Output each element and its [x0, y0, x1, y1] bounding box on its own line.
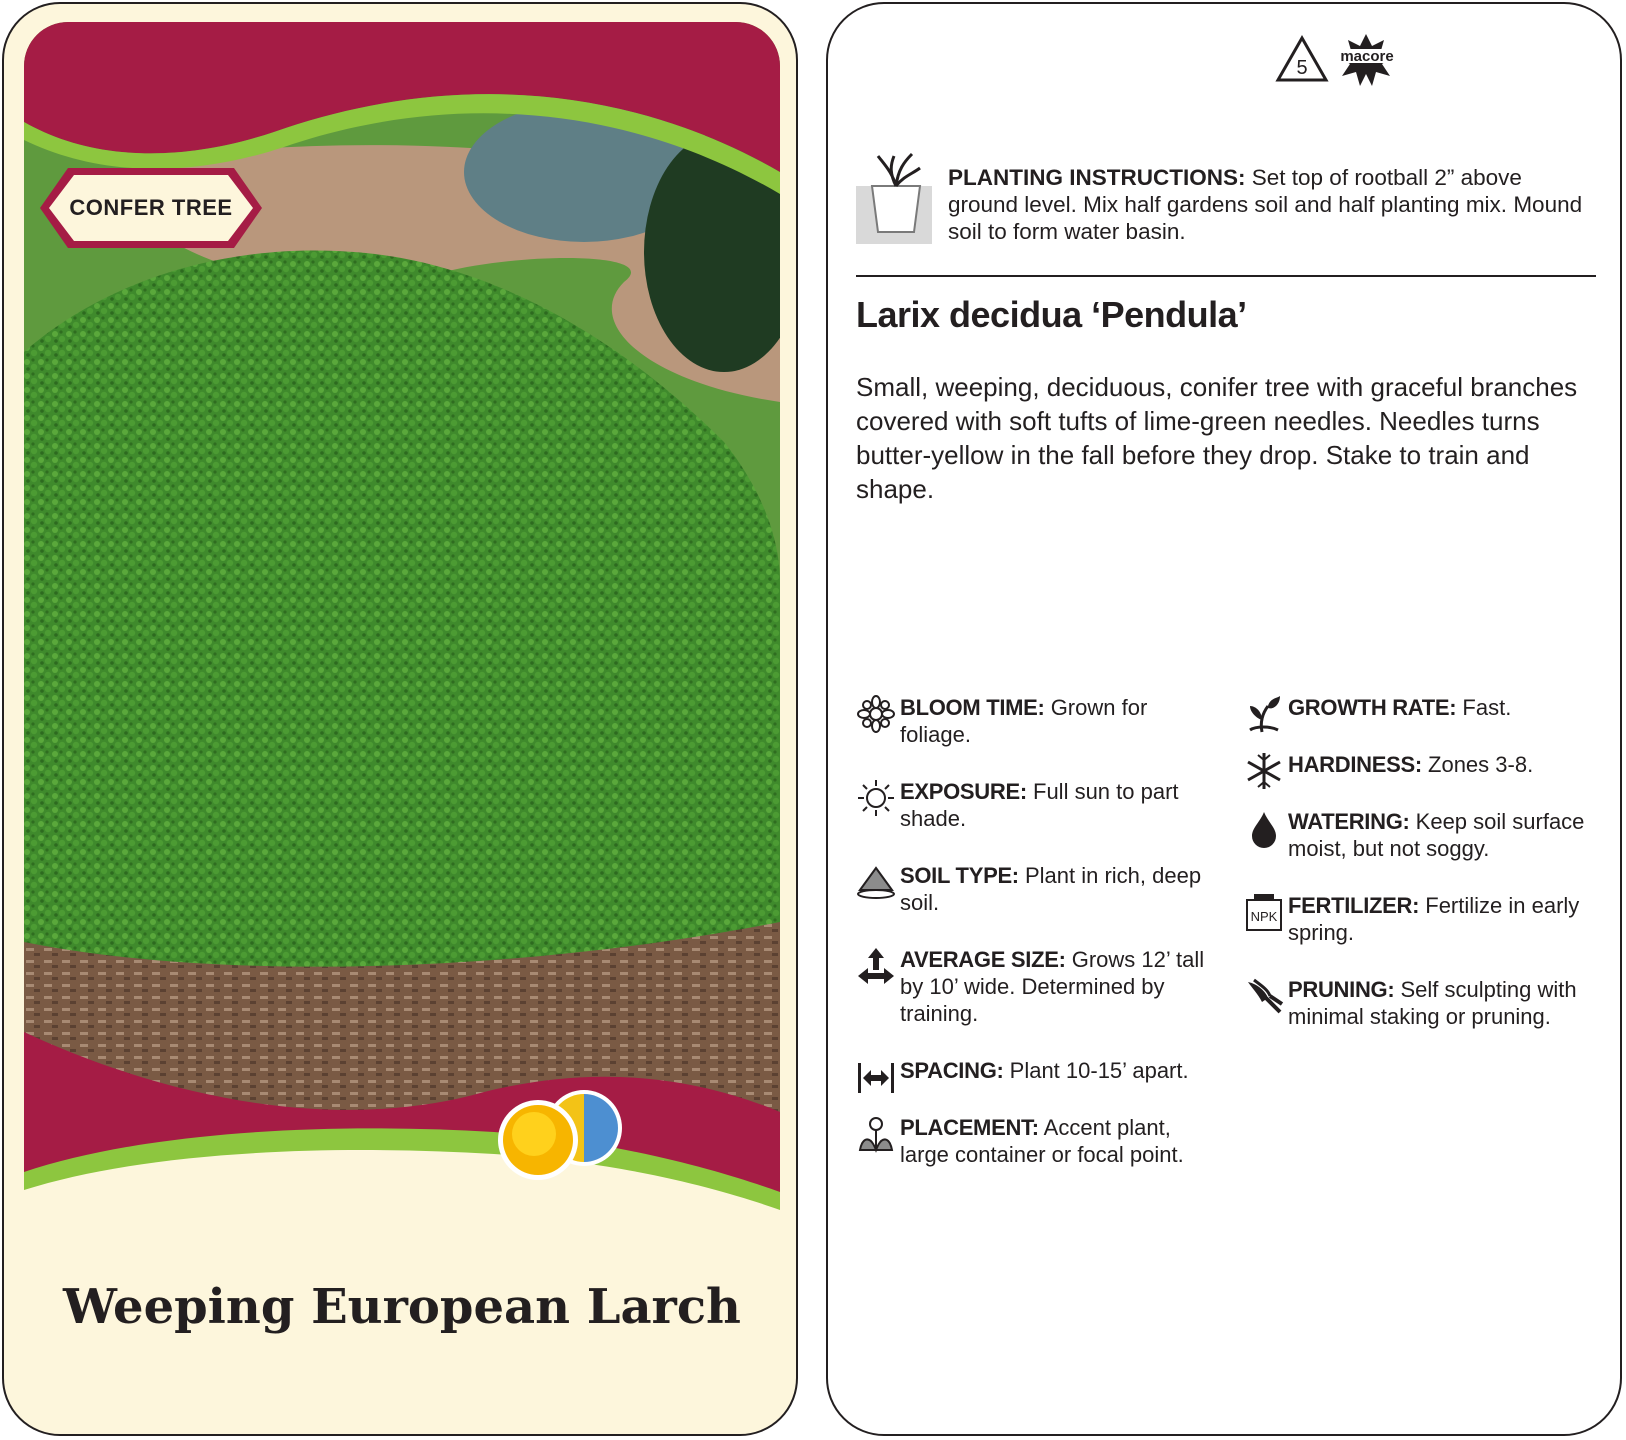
exposure-value: Full sun to part shade.: [900, 779, 1179, 831]
attribute-bloom-time: [856, 694, 1216, 748]
soil-icon: [856, 862, 896, 902]
pruning-label: PRUNING:: [1288, 977, 1395, 1002]
soil-type-label: SOIL TYPE:: [900, 863, 1019, 888]
attribute-placement: [856, 1114, 1216, 1168]
description: Small, weeping, deciduous, conifer tree with graceful branches covered with soft tufts of lime-green needles. Needles turns butter-yellow in the fall before they drop. Stake to train and shape.: [856, 372, 1578, 504]
placement-value: Accent plant, large container or focal point.: [900, 1115, 1184, 1167]
average-size-value: Grows 12’ tall by 10’ wide. Determined by training.: [900, 947, 1205, 1026]
attribute-hardiness: [1244, 751, 1616, 778]
back-card: [826, 2, 1622, 1436]
sprout-icon: [1244, 694, 1284, 734]
hardiness-value: Zones 3-8.: [1421, 752, 1534, 777]
hardiness-label: HARDINESS:: [1288, 752, 1422, 777]
front-card: [2, 2, 798, 1436]
watering-value: Keep soil surface moist, but not soggy.: [1288, 809, 1585, 861]
spacing-label: SPACING:: [900, 1058, 1004, 1083]
attribute-soil-type: [856, 862, 1216, 916]
planting-label: PLANTING INSTRUCTIONS:: [948, 165, 1246, 190]
svg-text:5: 5: [1296, 57, 1308, 79]
macore-logo: [1336, 34, 1398, 86]
npk-icon-text: NPK: [1250, 909, 1278, 924]
planting-instructions: [856, 152, 1596, 252]
exposure-label: EXPOSURE:: [900, 779, 1027, 804]
fertilizer-label: FERTILIZER:: [1288, 893, 1420, 918]
watering-label: WATERING:: [1288, 809, 1410, 834]
pruning-value: Self sculpting with minimal staking or pruning.: [1288, 977, 1577, 1029]
soil-type-value: Plant in rich, deep soil.: [900, 863, 1202, 915]
water-drop-icon: [1244, 808, 1284, 848]
svg-text:macore: macore: [1340, 48, 1394, 65]
planting-pot-icon: [856, 152, 932, 244]
flower-icon: [856, 694, 896, 734]
average-size-label: AVERAGE SIZE:: [900, 947, 1066, 972]
size-icon: [856, 946, 896, 986]
pruners-icon: [1244, 976, 1284, 1016]
npk-icon: [1244, 892, 1284, 932]
attribute-fertilizer: [1244, 892, 1616, 946]
bloom-time-value: Grown for foliage.: [900, 695, 1148, 747]
growth-rate-label: GROWTH RATE:: [1288, 695, 1457, 720]
spacing-value: Plant 10-15’ apart.: [1003, 1058, 1189, 1083]
growth-rate-value: Fast.: [1456, 695, 1512, 720]
logos: [1274, 32, 1404, 92]
attributes-right: [1244, 694, 1616, 1060]
planting-text: [948, 164, 1588, 245]
attribute-pruning: [1244, 976, 1616, 1030]
common-name: Weeping European Larch: [63, 1279, 741, 1335]
attribute-exposure: [856, 778, 1216, 832]
latin-name: Larix decidua ‘Pendula’: [856, 294, 1247, 335]
recycle-icon: [1278, 38, 1326, 80]
sun-icon: [856, 778, 896, 818]
sun-exposure-icons: [494, 1086, 634, 1182]
placement-icon: [856, 1114, 896, 1154]
attribute-watering: [1244, 808, 1616, 862]
attribute-spacing: [856, 1057, 1216, 1084]
attribute-growth-rate: [1244, 694, 1616, 721]
spacing-icon: [856, 1057, 896, 1097]
category-label: CONFER TREE: [69, 195, 233, 220]
snowflake-icon: [1244, 751, 1284, 791]
full-sun-icon: [498, 1100, 578, 1180]
divider: [856, 275, 1596, 277]
attribute-average-size: [856, 946, 1216, 1027]
placement-label: PLACEMENT:: [900, 1115, 1039, 1140]
planting-body: Set top of rootball 2” above ground level. Mix half gardens soil and half planting mix. Mound soil to form water basin.: [948, 165, 1583, 244]
bloom-time-label: BLOOM TIME:: [900, 695, 1045, 720]
category-badge: [38, 166, 264, 250]
fertilizer-value: Fertilize in early spring.: [1288, 893, 1580, 945]
attributes-left: [856, 694, 1216, 1198]
